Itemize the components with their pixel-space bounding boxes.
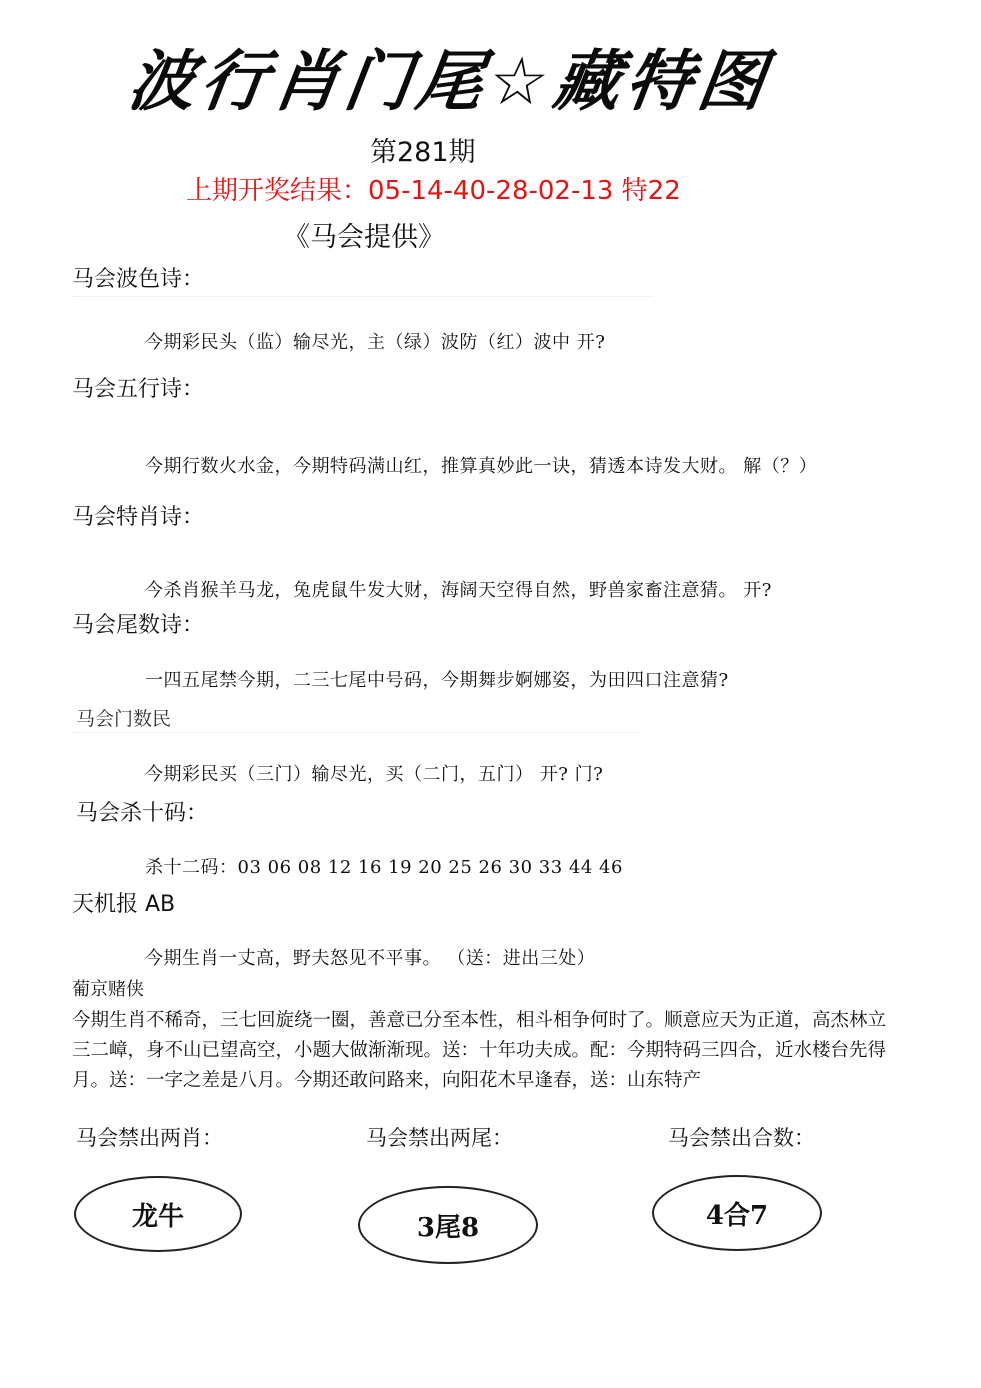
divider [72, 296, 652, 297]
section-text-zodiac: 今杀肖猴羊马龙，兔虎鼠牛发大财，海阔天空得自然，野兽家畜注意猜。 开? [145, 580, 772, 601]
forbidden-tail-oval [358, 1186, 538, 1264]
issue-number: 第281期 [370, 137, 476, 168]
divider [72, 732, 642, 733]
forbidden-sum-label: 马会禁出合数： [668, 1126, 815, 1150]
forbidden-zodiac-oval [74, 1176, 242, 1252]
forbidden-tail-value: 3尾8 [416, 1212, 480, 1243]
puzzle-heading: 葡京赌侠 [72, 979, 144, 1000]
forbidden-sum-oval [652, 1175, 822, 1251]
section-heading-gate-number: 马会门数民 [76, 708, 172, 730]
section-heading-kill-ten: 马会杀十码： [76, 801, 209, 826]
section-text-tianji: 今期生肖一丈高，野夫怒见不平事。 （送：进出三处） [145, 948, 596, 969]
forbidden-zodiac-label: 马会禁出两肖： [76, 1126, 223, 1150]
section-heading-wave-color: 马会波色诗： [72, 267, 205, 292]
last-result: 上期开奖结果：05-14-40-28-02-13 特22 [186, 176, 681, 206]
section-text-five-elements: 今期行数火水金，今期特码满山红，推算真妙此一诀，猜透本诗发大财。 解（？） [145, 456, 818, 477]
puzzle-text: 今期生肖不稀奇，三七回旋绕一圈，善意已分至本性，相斗相争何时了。顺意应天为正道，高杰林立三二嶂，身不山已望高空，小题大做渐渐现。送：十年功夫成。配：今期特码三四合，近水楼台先得月。送：一字之差是八月。今期还敢问路来，向阳花木早逢春，送：山东特产 [72, 1010, 887, 1091]
forbidden-sum-value: 4合7 [705, 1200, 769, 1231]
provider-label: 《马会提供》 [283, 222, 445, 253]
section-heading-tianji: 天机报 AB [72, 892, 176, 917]
section-heading-zodiac: 马会特肖诗： [72, 505, 205, 530]
forbidden-zodiac-value: 龙牛 [131, 1201, 184, 1232]
section-text-wave-color: 今期彩民头（监）输尽光，主（绿）波防（红）波中 开? [145, 332, 606, 353]
forbidden-tail-label: 马会禁出两尾： [366, 1126, 513, 1150]
section-heading-tail-number: 马会尾数诗： [72, 613, 205, 638]
section-heading-five-elements: 马会五行诗： [72, 377, 205, 402]
section-text-tail-number: 一四五尾禁今期，二三七尾中号码，今期舞步婀娜姿，为田四口注意猜? [145, 670, 729, 691]
section-text-kill-ten: 杀十二码：03 06 08 12 16 19 20 25 26 30 33 44 46 [145, 857, 623, 878]
section-text-gate-number: 今期彩民买（三门）输尽光，买（二门，五门） 开? 门? [145, 764, 604, 785]
page-title: 波行肖门尾☆藏特图 [123, 43, 776, 120]
